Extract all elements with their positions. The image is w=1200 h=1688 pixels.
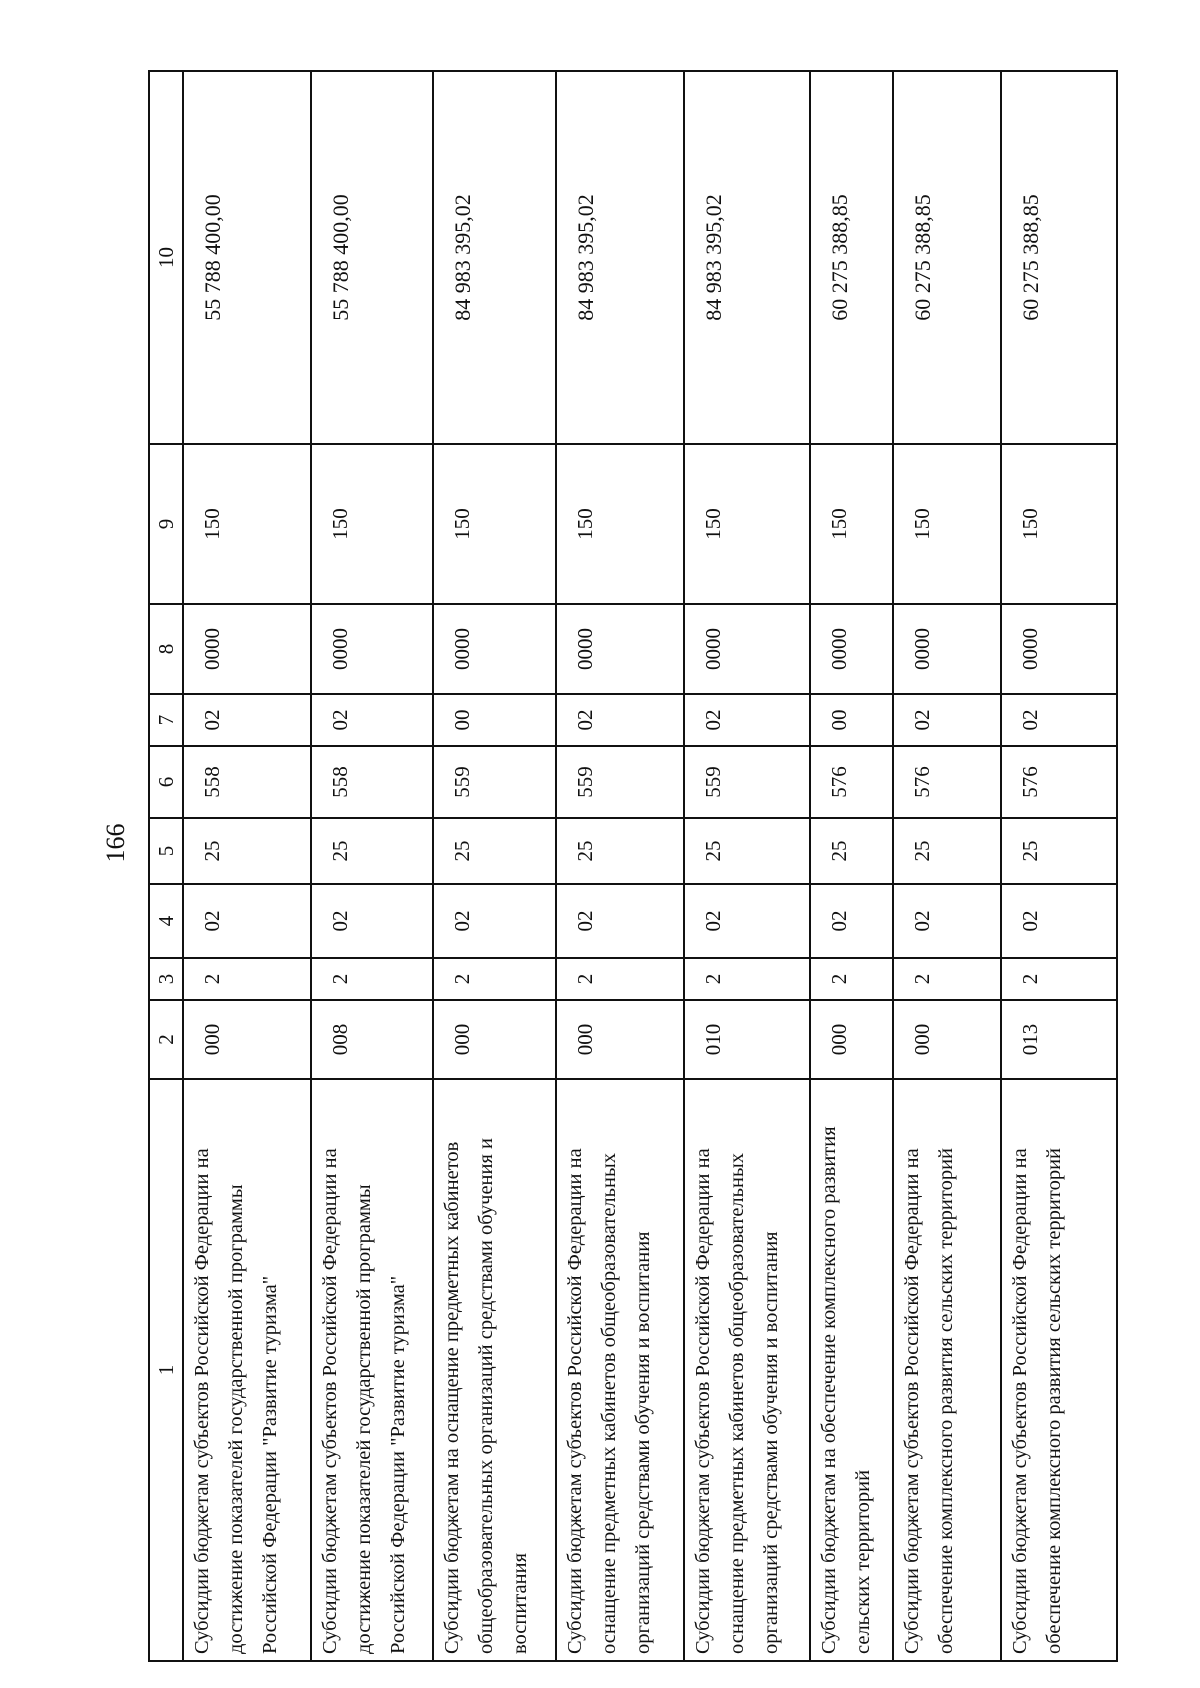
subarticle-code: 576 <box>1001 746 1118 818</box>
column-header: 9 <box>149 444 183 604</box>
table-row <box>810 71 894 1661</box>
element-code: 00 <box>810 694 894 746</box>
subgroup-code: 02 <box>810 884 894 958</box>
row-description: Субсидии бюджетам субъектов Российской Федерации на достижение показателей государственной программы Российской Федерации "Развитие туризма" <box>183 1079 311 1661</box>
amount: 60 275 388,85 <box>1001 71 1118 444</box>
column-header: 6 <box>149 746 183 818</box>
subarticle-code: 558 <box>183 746 311 818</box>
table-row <box>556 71 684 1661</box>
admin-code: 010 <box>684 1000 810 1079</box>
classification-code: 150 <box>183 444 311 604</box>
rotated-table <box>148 72 1118 1662</box>
subarticle-code: 558 <box>311 746 433 818</box>
table-row <box>1001 71 1118 1661</box>
article-code: 25 <box>183 818 311 884</box>
classification-code: 150 <box>311 444 433 604</box>
article-code: 25 <box>311 818 433 884</box>
group-code: 2 <box>1001 958 1118 1000</box>
column-header: 1 <box>149 1079 183 1661</box>
subarticle-code: 559 <box>684 746 810 818</box>
row-description: Субсидии бюджетам на обеспечение комплексного развития сельских территорий <box>810 1079 894 1661</box>
amount: 60 275 388,85 <box>810 71 894 444</box>
element-code: 02 <box>1001 694 1118 746</box>
subgroup-code: 02 <box>1001 884 1118 958</box>
subarticle-code: 559 <box>433 746 555 818</box>
classification-code: 150 <box>810 444 894 604</box>
program-code: 0000 <box>433 604 555 694</box>
classification-code: 150 <box>684 444 810 604</box>
element-code: 02 <box>684 694 810 746</box>
program-code: 0000 <box>311 604 433 694</box>
admin-code: 000 <box>893 1000 1000 1079</box>
classification-code: 150 <box>1001 444 1118 604</box>
header-row <box>149 71 183 1661</box>
subgroup-code: 02 <box>893 884 1000 958</box>
group-code: 2 <box>433 958 555 1000</box>
column-header: 2 <box>149 1000 183 1079</box>
column-header: 7 <box>149 694 183 746</box>
article-code: 25 <box>1001 818 1118 884</box>
amount: 84 983 395,02 <box>556 71 684 444</box>
admin-code: 000 <box>183 1000 311 1079</box>
group-code: 2 <box>893 958 1000 1000</box>
table-row <box>183 71 311 1661</box>
classification-code: 150 <box>556 444 684 604</box>
column-header: 5 <box>149 818 183 884</box>
element-code: 02 <box>556 694 684 746</box>
table-row <box>433 71 555 1661</box>
element-code: 02 <box>183 694 311 746</box>
group-code: 2 <box>684 958 810 1000</box>
article-code: 25 <box>433 818 555 884</box>
classification-code: 150 <box>893 444 1000 604</box>
program-code: 0000 <box>556 604 684 694</box>
table-row <box>311 71 433 1661</box>
group-code: 2 <box>183 958 311 1000</box>
admin-code: 013 <box>1001 1000 1118 1079</box>
article-code: 25 <box>556 818 684 884</box>
article-code: 25 <box>810 818 894 884</box>
amount: 84 983 395,02 <box>433 71 555 444</box>
subgroup-code: 02 <box>556 884 684 958</box>
table-row <box>684 71 810 1661</box>
column-header: 4 <box>149 884 183 958</box>
column-header: 3 <box>149 958 183 1000</box>
classification-code: 150 <box>433 444 555 604</box>
page-number: 166 <box>101 823 130 863</box>
program-code: 0000 <box>893 604 1000 694</box>
subgroup-code: 02 <box>684 884 810 958</box>
group-code: 2 <box>556 958 684 1000</box>
admin-code: 008 <box>311 1000 433 1079</box>
program-code: 0000 <box>1001 604 1118 694</box>
amount: 55 788 400,00 <box>183 71 311 444</box>
program-code: 0000 <box>684 604 810 694</box>
row-description: Субсидии бюджетам субъектов Российской Федерации на обеспечение комплексного развития сельских территорий <box>893 1079 1000 1661</box>
admin-code: 000 <box>810 1000 894 1079</box>
budget-table <box>148 70 1118 1662</box>
row-description: Субсидии бюджетам субъектов Российской Федерации на оснащение предметных кабинетов общеобразовательных организаций средствами обучения и воспитания <box>684 1079 810 1661</box>
program-code: 0000 <box>810 604 894 694</box>
group-code: 2 <box>311 958 433 1000</box>
subgroup-code: 02 <box>433 884 555 958</box>
row-description: Субсидии бюджетам субъектов Российской Федерации на обеспечение комплексного развития сельских территорий <box>1001 1079 1118 1661</box>
subgroup-code: 02 <box>183 884 311 958</box>
admin-code: 000 <box>556 1000 684 1079</box>
table-container <box>148 72 1118 1662</box>
subarticle-code: 576 <box>810 746 894 818</box>
amount: 84 983 395,02 <box>684 71 810 444</box>
group-code: 2 <box>810 958 894 1000</box>
program-code: 0000 <box>183 604 311 694</box>
article-code: 25 <box>893 818 1000 884</box>
table-row <box>893 71 1000 1661</box>
element-code: 02 <box>893 694 1000 746</box>
subarticle-code: 576 <box>893 746 1000 818</box>
subarticle-code: 559 <box>556 746 684 818</box>
column-header: 10 <box>149 71 183 444</box>
row-description: Субсидии бюджетам субъектов Российской Федерации на достижение показателей государственной программы Российской Федерации "Развитие туризма" <box>311 1079 433 1661</box>
amount: 60 275 388,85 <box>893 71 1000 444</box>
article-code: 25 <box>684 818 810 884</box>
row-description: Субсидии бюджетам на оснащение предметных кабинетов общеобразовательных организаций средствами обучения и воспитания <box>433 1079 555 1661</box>
amount: 55 788 400,00 <box>311 71 433 444</box>
admin-code: 000 <box>433 1000 555 1079</box>
element-code: 00 <box>433 694 555 746</box>
element-code: 02 <box>311 694 433 746</box>
row-description: Субсидии бюджетам субъектов Российской Федерации на оснащение предметных кабинетов общеобразовательных организаций средствами обучения и воспитания <box>556 1079 684 1661</box>
subgroup-code: 02 <box>311 884 433 958</box>
column-header: 8 <box>149 604 183 694</box>
